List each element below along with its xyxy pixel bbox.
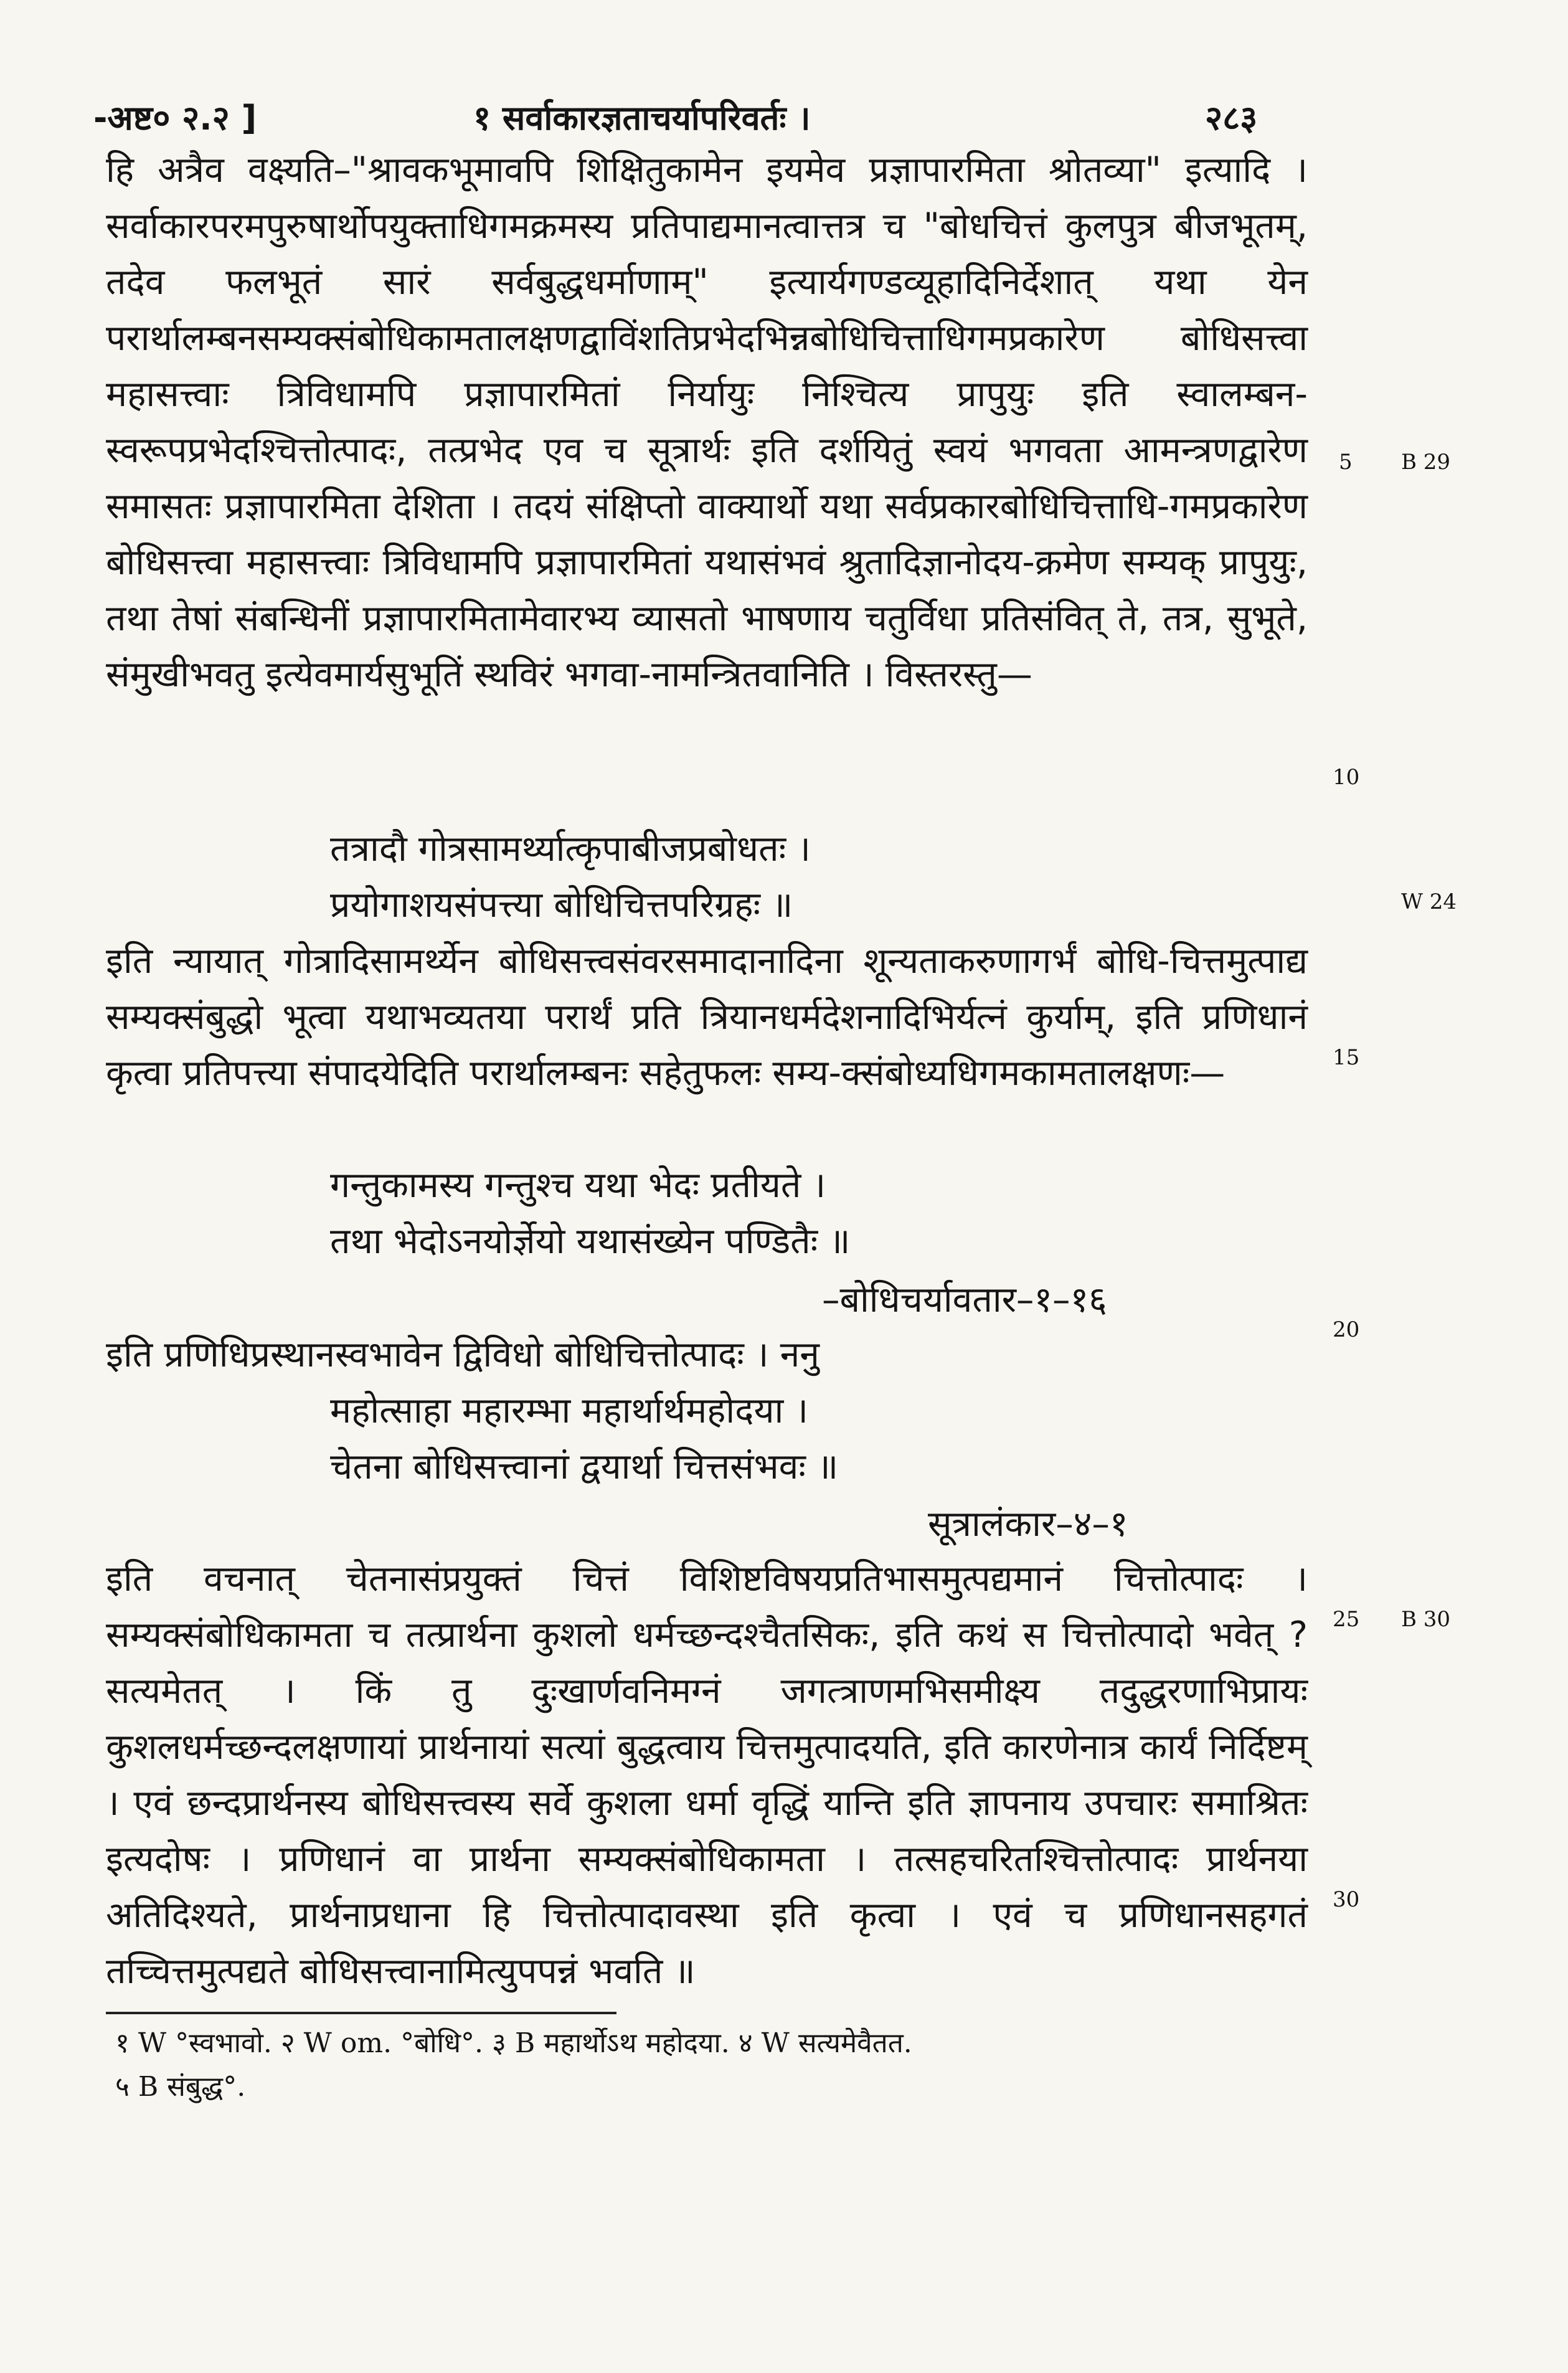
footnote-rule [106, 2012, 616, 2014]
manuscript-ref-w24: W 24 [1401, 889, 1457, 914]
verse-2-line-1: गन्तुकामस्य गन्तुश्च यथा भेदः प्रतीयते । [330, 1165, 826, 1206]
footnote-line-2: ५ B संबुद्ध°. [115, 2071, 246, 2103]
intro-line: इति प्रणिधिप्रस्थानस्वभावेन द्विविधो बोधिचित्तोत्पादः । ननु [106, 1334, 819, 1375]
header-chapter-title: १ सर्वाकारज्ञताचर्यापरिवर्तः । [473, 98, 811, 138]
line-number-10: 10 [1333, 765, 1360, 790]
paragraph-1: हि अत्रैव वक्ष्यति–"श्रावकभूमावपि शिक्षितुकामेन इयमेव प्रज्ञापारमिता श्रोतव्या" इत्यादि । सर्वाकारपरमपुरुषार्थोपयुक्ताधिगमक्रमस्य प्रतिपाद्यमानत्वात्तत्र च "बोधचित्तं कुलपुत्र बीजभूतम्, तदेव फलभूतं सारं सर्वबुद्धधर्माणाम्" इत्यार्यगण्डव्यूहादिनिर्देशात् यथा येन परार्थालम्बनसम्यक्संबोधिकामतालक्षणद्वाविंशतिप्रभेदभिन्नबोधिचित्ताधिगमप्रकारेण बोधिसत्त्वा महासत्त्वाः त्रिविधामपि प्रज्ञापारमितां निर्यायुः निश्चित्य प्रापुयुः इति स्वालम्बन-स्वरूपप्रभेदश्चित्तोत्पादः, तत्प्रभेद एव च सूत्रार्थः इति दर्शयितुं स्वयं भगवता आमन्त्रणद्वारेण समासतः प्रज्ञापारमिता देशिता । तदयं संक्षिप्तो वाक्यार्थो यथा सर्वप्रकारबोधिचित्ताधि-गमप्रकारेण बोधिसत्त्वा महासत्त्वाः त्रिविधामपि प्रज्ञापारमितां यथासंभवं श्रुतादिज्ञानोदय-क्रमेण सम्यक् प्रापुयुः, तथा तेषां संबन्धिनीं प्रज्ञापारमितामेवारभ्य व्यासतो भाषणाय चतुर्विधा प्रतिसंवित् ते, तत्र, सुभूते, संमुखीभवतु इत्येवमार्यसुभूतिं स्थविरं भगवा-नामन्त्रितवानिति । विस्तरस्तु— [106, 149, 1308, 695]
line-number-5: 5 [1339, 450, 1353, 475]
header-page-number: २८३ [1205, 98, 1258, 138]
verse-1-line-1: तत्रादौ गोत्रसामर्थ्यात्कृपाबीजप्रबोधतः । [330, 828, 811, 869]
verse-3-line-2: चेतना बोधिसत्त्वानां द्वयार्था चित्तसंभवः ॥ [330, 1446, 839, 1487]
line-number-15: 15 [1333, 1045, 1360, 1070]
paragraph-2: इति न्यायात् गोत्रादिसामर्थ्येन बोधिसत्त्वसंवरसमादानादिना शून्यताकरुणागर्भं बोधि-चित्तमुत्पाद्य सम्यक्संबुद्धो भूत्वा यथाभव्यतया परार्थं प्रति त्रियानधर्मदेशनादिभिर्यत्नं कुर्याम्, इति प्रणिधानं कृत्वा प्रतिपत्त्या संपादयेदिति परार्थालम्बनः सहेतुफलः सम्य-क्संबोध्यधिगमकामतालक्षणः— [106, 940, 1308, 1094]
verse-2-line-2: तथा भेदोऽनयोर्ज्ञेयो यथासंख्येन पण्डितैः ॥ [330, 1221, 851, 1262]
manuscript-ref-b29: B 29 [1401, 450, 1451, 475]
line-number-20: 20 [1333, 1317, 1360, 1342]
footnote-line-1: १ W °स्वभावो. २ W om. °बोधि°. ३ B महार्थोऽथ महोदया. ४ W सत्यमेवैतत. [115, 2027, 912, 2059]
verse-3-line-1: महोत्साहा महारम्भा महार्थार्थमहोदया । [330, 1390, 808, 1431]
line-number-30: 30 [1333, 1887, 1360, 1912]
line-number-25: 25 [1333, 1607, 1360, 1632]
citation-bodhicaryavatara: –बोधिचर्यावतार–१–१६ [822, 1279, 1107, 1320]
citation-sutralankara: सूत्रालंकार–४–१ [928, 1504, 1128, 1545]
header-section-ref: -अष्ट० २.२ ] [93, 98, 257, 138]
paragraph-3: इति वचनात् चेतनासंप्रयुक्तं चित्तं विशिष्टविषयप्रतिभासमुत्पद्यमानं चित्तोत्पादः । सम्यक्संबोधिकामता च तत्प्रार्थना कुशलो धर्मच्छन्दश्चैतसिकः, इति कथं स चित्तोत्पादो भवेत् ? सत्यमेतत् । किं तु दुःखार्णवनिमग्नं जगत्त्राणमभिसमीक्ष्य तदुद्धरणाभिप्रायः कुशलधर्मच्छन्दलक्षणायां प्रार्थनायां सत्यां बुद्धत्वाय चित्तमुत्पादयति, इति कारणेनात्र कार्यं निर्दिष्टम् । एवं छन्दप्रार्थनस्य बोधिसत्त्वस्य सर्वे कुशला धर्मा वृद्धिं यान्ति इति ज्ञापनाय उपचारः समाश्रितः इत्यदोषः । प्रणिधानं वा प्रार्थना सम्यक्संबोधिकामता । तत्सहचरितश्चित्तोत्पादः प्रार्थनया अतिदिश्यते, प्रार्थनाप्रधाना हि चित्तोत्पादावस्था इति कृत्वा । एवं च प्रणिधानसहगतं तच्चित्तमुत्पद्यते बोधिसत्त्वानामित्युपपन्नं भवति ॥ [106, 1558, 1308, 1992]
verse-1-line-2: प्रयोगाशयसंपत्त्या बोधिचित्तपरिग्रहः ॥ [330, 884, 793, 926]
manuscript-ref-b30: B 30 [1401, 1607, 1451, 1632]
